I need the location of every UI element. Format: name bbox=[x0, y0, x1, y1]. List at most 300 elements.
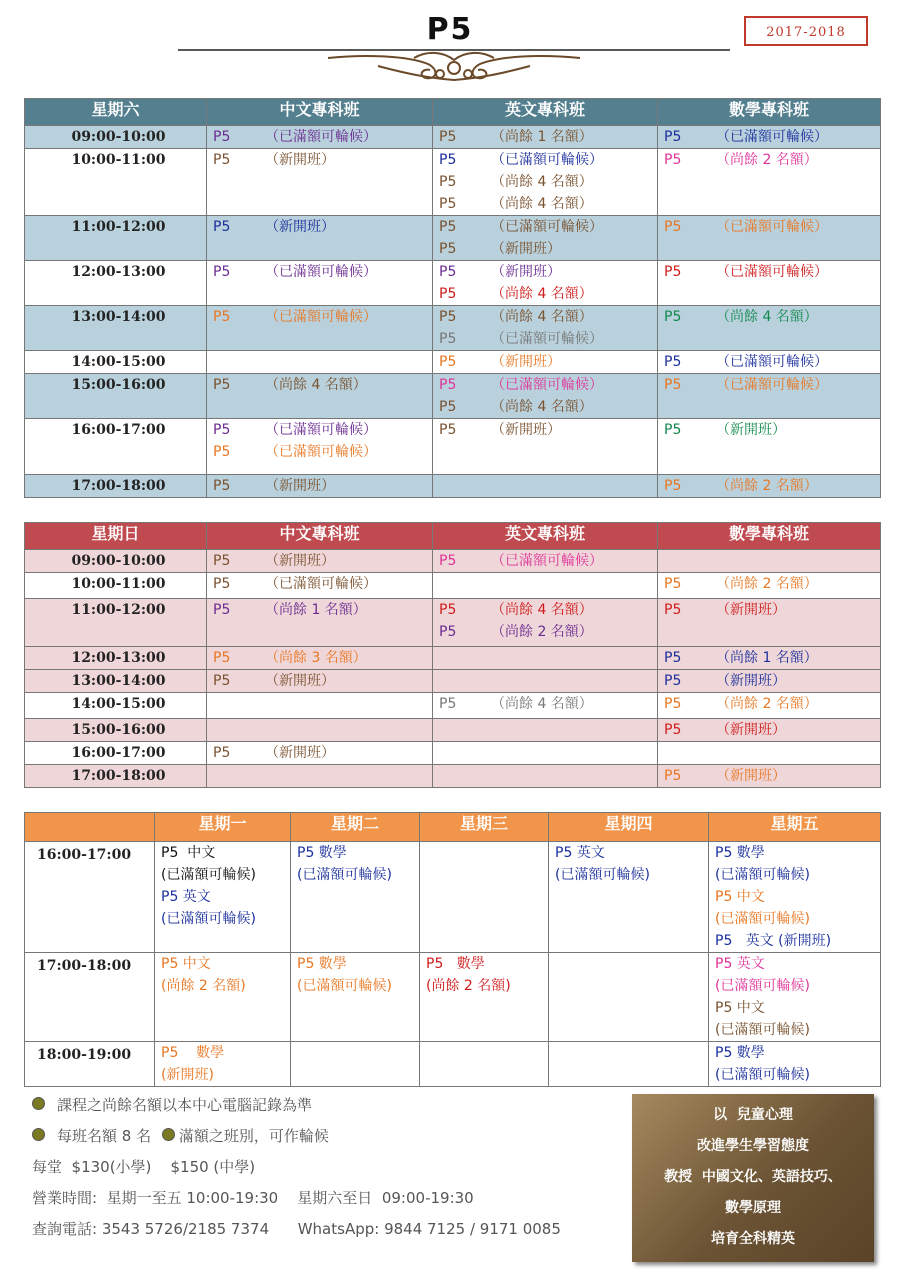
time-slot-cell: 13:00-14:00 bbox=[25, 306, 207, 351]
sunday-day-header: 星期日 bbox=[25, 523, 207, 550]
class-entry bbox=[439, 550, 657, 572]
class-status: （已滿額可輪候） bbox=[716, 219, 828, 235]
weekday-class-cell bbox=[549, 953, 709, 1042]
class-status: （已滿額可輪候） bbox=[716, 129, 828, 145]
time-slot-cell: 10:00-11:00 bbox=[25, 149, 207, 216]
chinese-class-cell bbox=[207, 765, 433, 788]
table-row bbox=[25, 842, 881, 953]
math-class-cell bbox=[658, 216, 881, 261]
saturday-day-header: 星期六 bbox=[25, 99, 207, 126]
class-entry-line: P5 數學 bbox=[297, 956, 347, 972]
class-status: （新開班） bbox=[491, 354, 561, 370]
class-status: （已滿額可輪候） bbox=[716, 264, 828, 280]
fee-text: 每堂 $130(小學) $150 (中學) bbox=[32, 1158, 256, 1176]
class-entry-line: (已滿額可輪候) bbox=[161, 867, 256, 883]
english-class-header: 英文專科班 bbox=[433, 99, 658, 126]
class-entry bbox=[439, 693, 657, 715]
table-row bbox=[25, 261, 881, 306]
class-level-code: P5 bbox=[664, 264, 682, 280]
table-row bbox=[25, 765, 881, 788]
english-class-cell bbox=[433, 261, 658, 306]
math-class-cell bbox=[658, 742, 881, 765]
table-row bbox=[25, 550, 881, 573]
class-status: （尚餘 2 名額） bbox=[491, 624, 593, 640]
class-level-code: P5 bbox=[439, 331, 457, 347]
time-slot-cell: 16:00-17:00 bbox=[25, 419, 207, 475]
class-status: （已滿額可輪候） bbox=[265, 309, 377, 325]
class-status: （尚餘 4 名額） bbox=[491, 602, 593, 618]
class-level-code: P5 bbox=[664, 602, 682, 618]
chinese-class-cell bbox=[207, 475, 433, 498]
weekday-class-cell bbox=[709, 1042, 881, 1087]
class-entry-line: (已滿額可輪候) bbox=[555, 867, 650, 883]
chinese-class-cell bbox=[207, 573, 433, 599]
class-entry bbox=[213, 216, 432, 238]
class-status: （已滿額可輪候） bbox=[265, 422, 377, 438]
class-level-code: P5 bbox=[664, 673, 682, 689]
motto-line: 以 兒童心理 bbox=[713, 1107, 793, 1123]
class-entry bbox=[439, 216, 657, 238]
class-entry bbox=[664, 419, 880, 441]
time-slot-cell: 15:00-16:00 bbox=[25, 719, 207, 742]
class-status: （尚餘 1 名額） bbox=[491, 129, 593, 145]
class-entry bbox=[213, 441, 432, 463]
class-status: （尚餘 1 名額） bbox=[265, 602, 367, 618]
class-level-code: P5 bbox=[213, 745, 231, 761]
table-row bbox=[25, 742, 881, 765]
class-status: （已滿額可輪候） bbox=[265, 444, 377, 460]
hours-text: 營業時間: 星期一至五 10:00-19:30 星期六至日 09:00-19:30 bbox=[32, 1189, 474, 1207]
class-status: （新開班） bbox=[265, 673, 335, 689]
class-level-code: P5 bbox=[213, 553, 231, 569]
class-entry-line: (已滿額可輪候) bbox=[297, 867, 392, 883]
class-status: （新開班） bbox=[265, 219, 335, 235]
table-row bbox=[25, 419, 881, 475]
weekday-class-cell bbox=[420, 1042, 549, 1087]
class-entry bbox=[439, 149, 657, 171]
class-entry bbox=[213, 475, 432, 497]
class-entry bbox=[439, 328, 657, 350]
ornament-divider-icon bbox=[178, 44, 730, 90]
time-slot-cell: 11:00-12:00 bbox=[25, 216, 207, 261]
english-class-cell bbox=[433, 351, 658, 374]
class-entry-line: P5 中文 bbox=[161, 845, 216, 861]
class-level-code: P5 bbox=[664, 219, 682, 235]
class-level-code: P5 bbox=[664, 696, 682, 712]
class-status: （尚餘 4 名額） bbox=[491, 174, 593, 190]
table-row bbox=[25, 599, 881, 647]
class-level-code: P5 bbox=[213, 422, 231, 438]
time-slot-cell: 17:00-18:00 bbox=[25, 765, 207, 788]
time-slot-cell: 11:00-12:00 bbox=[25, 599, 207, 647]
weekday-class-cell bbox=[709, 953, 881, 1042]
chinese-class-cell bbox=[207, 306, 433, 351]
class-entry-line: (已滿額可輪候) bbox=[715, 911, 810, 927]
saturday-schedule-table bbox=[24, 98, 881, 498]
table-row bbox=[25, 719, 881, 742]
math-class-cell bbox=[658, 599, 881, 647]
motto-line: 數學原理 bbox=[725, 1200, 781, 1216]
class-entry bbox=[664, 149, 880, 171]
class-level-code: P5 bbox=[213, 444, 231, 460]
english-class-cell bbox=[433, 306, 658, 351]
english-class-cell bbox=[433, 693, 658, 719]
class-status: （已滿額可輪候） bbox=[265, 264, 377, 280]
weekday-schedule-table bbox=[24, 812, 881, 1087]
english-class-cell bbox=[433, 765, 658, 788]
class-level-code: P5 bbox=[664, 576, 682, 592]
class-level-code: P5 bbox=[439, 399, 457, 415]
note-line bbox=[32, 1121, 561, 1152]
class-status: （尚餘 4 名額） bbox=[491, 399, 593, 415]
class-entry bbox=[664, 693, 880, 715]
table-row bbox=[25, 374, 881, 419]
table-row bbox=[25, 953, 881, 1042]
class-level-code: P5 bbox=[213, 129, 231, 145]
class-level-code: P5 bbox=[439, 696, 457, 712]
note-quota-text: 課程之尚餘名額以本中心電腦記錄為準 bbox=[57, 1096, 313, 1114]
time-slot-cell: 09:00-10:00 bbox=[25, 126, 207, 149]
math-class-cell bbox=[658, 149, 881, 216]
chinese-class-cell bbox=[207, 719, 433, 742]
class-entry bbox=[213, 126, 432, 148]
class-status: （已滿額可輪候） bbox=[491, 152, 603, 168]
motto-line: 改進學生學習態度 bbox=[697, 1138, 809, 1154]
class-level-code: P5 bbox=[664, 129, 682, 145]
class-entry-line: P5 中文 bbox=[715, 1000, 765, 1016]
english-class-cell bbox=[433, 742, 658, 765]
class-status: （已滿額可輪候） bbox=[716, 377, 828, 393]
class-status: （新開班） bbox=[716, 422, 786, 438]
math-class-cell bbox=[658, 719, 881, 742]
chinese-class-cell bbox=[207, 419, 433, 475]
table-row bbox=[25, 475, 881, 498]
weekday-class-cell bbox=[709, 842, 881, 953]
class-entry-line: P5 中文 bbox=[715, 889, 765, 905]
class-status: （新開班） bbox=[265, 478, 335, 494]
class-level-code: P5 bbox=[213, 576, 231, 592]
table-row bbox=[25, 351, 881, 374]
class-level-code: P5 bbox=[664, 422, 682, 438]
time-slot-cell: 14:00-15:00 bbox=[25, 351, 207, 374]
weekday-class-cell bbox=[155, 842, 291, 953]
class-entry bbox=[439, 621, 657, 643]
class-entry bbox=[664, 719, 880, 741]
friday-header: 星期五 bbox=[709, 813, 881, 842]
class-entry bbox=[439, 351, 657, 373]
class-status: （已滿額可輪候） bbox=[491, 219, 603, 235]
time-slot-cell: 16:00-17:00 bbox=[25, 842, 155, 953]
page-title: P5 bbox=[426, 12, 474, 47]
class-entry bbox=[213, 419, 432, 441]
table-row bbox=[25, 573, 881, 599]
class-entry-line: (尚餘 2 名額) bbox=[161, 978, 246, 994]
class-status: （已滿額可輪候） bbox=[491, 553, 603, 569]
class-entry bbox=[664, 216, 880, 238]
class-entry bbox=[439, 283, 657, 305]
wednesday-header: 星期三 bbox=[420, 813, 549, 842]
english-class-cell bbox=[433, 216, 658, 261]
class-status: （新開班） bbox=[716, 602, 786, 618]
class-level-code: P5 bbox=[439, 196, 457, 212]
math-class-cell bbox=[658, 573, 881, 599]
time-slot-cell: 14:00-15:00 bbox=[25, 693, 207, 719]
class-entry bbox=[664, 599, 880, 621]
class-level-code: P5 bbox=[213, 377, 231, 393]
time-slot-cell: 12:00-13:00 bbox=[25, 647, 207, 670]
class-entry bbox=[213, 550, 432, 572]
weekday-class-cell bbox=[549, 1042, 709, 1087]
class-status: （新開班） bbox=[716, 673, 786, 689]
time-slot-cell: 13:00-14:00 bbox=[25, 670, 207, 693]
class-status: （新開班） bbox=[265, 152, 335, 168]
class-entry bbox=[439, 419, 657, 441]
weekday-class-cell bbox=[155, 1042, 291, 1087]
weekday-class-cell bbox=[155, 953, 291, 1042]
class-level-code: P5 bbox=[439, 624, 457, 640]
table-row bbox=[25, 693, 881, 719]
class-entry-line: P5 中文 bbox=[161, 956, 211, 972]
weekday-class-cell bbox=[420, 953, 549, 1042]
class-level-code: P5 bbox=[213, 650, 231, 666]
class-entry-line: (新開班) bbox=[161, 1067, 214, 1083]
class-level-code: P5 bbox=[439, 286, 457, 302]
monday-header: 星期一 bbox=[155, 813, 291, 842]
class-level-code: P5 bbox=[213, 478, 231, 494]
class-level-code: P5 bbox=[439, 219, 457, 235]
class-status: （尚餘 3 名額） bbox=[265, 650, 367, 666]
class-level-code: P5 bbox=[439, 354, 457, 370]
time-slot-cell: 18:00-19:00 bbox=[25, 1042, 155, 1087]
thursday-header: 星期四 bbox=[549, 813, 709, 842]
weekday-class-cell bbox=[291, 1042, 420, 1087]
math-class-cell bbox=[658, 126, 881, 149]
class-status: （已滿額可輪候） bbox=[716, 354, 828, 370]
chinese-class-cell bbox=[207, 149, 433, 216]
class-entry bbox=[664, 670, 880, 692]
chinese-class-cell bbox=[207, 647, 433, 670]
class-level-code: P5 bbox=[439, 422, 457, 438]
table-row bbox=[25, 1042, 881, 1087]
math-class-cell bbox=[658, 550, 881, 573]
class-level-code: P5 bbox=[213, 264, 231, 280]
class-level-code: P5 bbox=[213, 673, 231, 689]
class-status: （尚餘 2 名額） bbox=[716, 696, 818, 712]
class-entry-line: P5 英文 bbox=[161, 889, 211, 905]
class-entry-line: (已滿額可輪候) bbox=[161, 911, 256, 927]
time-slot-cell: 17:00-18:00 bbox=[25, 953, 155, 1042]
table-row bbox=[25, 216, 881, 261]
class-entry bbox=[439, 396, 657, 418]
math-class-cell bbox=[658, 351, 881, 374]
english-class-cell bbox=[433, 573, 658, 599]
english-class-cell bbox=[433, 647, 658, 670]
class-entry bbox=[213, 573, 432, 595]
chinese-class-cell bbox=[207, 351, 433, 374]
class-status: （已滿額可輪候） bbox=[265, 576, 377, 592]
class-level-code: P5 bbox=[664, 354, 682, 370]
class-entry-line: P5 英文 bbox=[555, 845, 605, 861]
chinese-class-cell bbox=[207, 599, 433, 647]
class-level-code: P5 bbox=[664, 478, 682, 494]
chinese-class-header: 中文專科班 bbox=[207, 99, 433, 126]
class-level-code: P5 bbox=[439, 309, 457, 325]
class-status: （新開班） bbox=[265, 745, 335, 761]
class-entry-line: (尚餘 2 名額) bbox=[426, 978, 511, 994]
time-slot-cell: 15:00-16:00 bbox=[25, 374, 207, 419]
class-level-code: P5 bbox=[439, 602, 457, 618]
class-level-code: P5 bbox=[664, 309, 682, 325]
class-entry bbox=[439, 126, 657, 148]
class-entry-line: (已滿額可輪候) bbox=[715, 1067, 810, 1083]
class-level-code: P5 bbox=[439, 264, 457, 280]
math-class-cell bbox=[658, 670, 881, 693]
motto-box bbox=[632, 1094, 874, 1262]
math-class-cell bbox=[658, 419, 881, 475]
class-entry bbox=[439, 374, 657, 396]
class-status: （新開班） bbox=[491, 241, 561, 257]
class-level-code: P5 bbox=[664, 768, 682, 784]
bullet-icon bbox=[32, 1128, 45, 1141]
math-class-cell bbox=[658, 693, 881, 719]
class-status: （新開班） bbox=[491, 264, 561, 280]
class-entry bbox=[664, 374, 880, 396]
chinese-class-cell bbox=[207, 261, 433, 306]
class-entry bbox=[213, 742, 432, 764]
note-class-size-text: 每班名額 8 名 bbox=[57, 1127, 152, 1145]
class-level-code: P5 bbox=[439, 152, 457, 168]
class-entry bbox=[664, 765, 880, 787]
class-entry-line: P5 英文 bbox=[715, 956, 765, 972]
class-entry bbox=[213, 670, 432, 692]
math-class-cell bbox=[658, 374, 881, 419]
class-status: （新開班） bbox=[491, 422, 561, 438]
class-level-code: P5 bbox=[664, 722, 682, 738]
time-slot-cell: 10:00-11:00 bbox=[25, 573, 207, 599]
table-row bbox=[25, 647, 881, 670]
time-slot-cell: 09:00-10:00 bbox=[25, 550, 207, 573]
class-entry bbox=[213, 647, 432, 669]
sunday-schedule-table bbox=[24, 522, 881, 788]
class-entry bbox=[213, 599, 432, 621]
class-entry bbox=[439, 599, 657, 621]
class-level-code: P5 bbox=[213, 602, 231, 618]
math-class-header: 數學專科班 bbox=[658, 523, 881, 550]
class-entry bbox=[213, 374, 432, 396]
class-entry bbox=[664, 351, 880, 373]
weekday-corner-header bbox=[25, 813, 155, 842]
tuesday-header: 星期二 bbox=[291, 813, 420, 842]
class-status: （已滿額可輪候） bbox=[491, 331, 603, 347]
class-level-code: P5 bbox=[213, 152, 231, 168]
math-class-cell bbox=[658, 765, 881, 788]
chinese-class-cell bbox=[207, 550, 433, 573]
class-entry bbox=[439, 261, 657, 283]
english-class-cell bbox=[433, 670, 658, 693]
table-row bbox=[25, 126, 881, 149]
weekday-class-cell bbox=[291, 953, 420, 1042]
motto-line: 培育全科精英 bbox=[711, 1231, 795, 1247]
class-entry bbox=[213, 149, 432, 171]
class-status: （新開班） bbox=[716, 768, 786, 784]
notes-section bbox=[32, 1090, 561, 1245]
class-entry-line: (已滿額可輪候) bbox=[715, 1022, 810, 1038]
math-class-cell bbox=[658, 306, 881, 351]
class-status: （已滿額可輪候） bbox=[265, 129, 377, 145]
weekday-class-cell bbox=[420, 842, 549, 953]
class-level-code: P5 bbox=[213, 219, 231, 235]
class-entry bbox=[664, 647, 880, 669]
class-entry bbox=[439, 238, 657, 260]
class-level-code: P5 bbox=[439, 241, 457, 257]
math-class-cell bbox=[658, 647, 881, 670]
class-status: （尚餘 4 名額） bbox=[491, 286, 593, 302]
motto-line: 教授 中國文化、英語技巧、 bbox=[664, 1169, 842, 1185]
english-class-cell bbox=[433, 149, 658, 216]
english-class-cell bbox=[433, 550, 658, 573]
class-level-code: P5 bbox=[439, 553, 457, 569]
bullet-icon bbox=[32, 1097, 45, 1110]
class-entry bbox=[439, 193, 657, 215]
note-line bbox=[32, 1090, 561, 1121]
class-status: （尚餘 4 名額） bbox=[716, 309, 818, 325]
chinese-class-cell bbox=[207, 670, 433, 693]
class-level-code: P5 bbox=[664, 377, 682, 393]
english-class-cell bbox=[433, 419, 658, 475]
class-status: （尚餘 4 名額） bbox=[491, 696, 593, 712]
class-entry-line: P5 數學 bbox=[715, 1045, 765, 1061]
note-waitlist-text: 滿額之班別，可作輪候 bbox=[178, 1127, 329, 1145]
class-status: （尚餘 2 名額） bbox=[716, 478, 818, 494]
class-entry bbox=[664, 306, 880, 328]
chinese-class-cell bbox=[207, 126, 433, 149]
class-entry-line: P5 英文 (新開班) bbox=[715, 933, 832, 949]
class-entry-line: P5 數學 bbox=[297, 845, 347, 861]
class-entry-line: (已滿額可輪候) bbox=[297, 978, 392, 994]
class-status: （尚餘 4 名額） bbox=[491, 196, 593, 212]
english-class-cell bbox=[433, 374, 658, 419]
class-status: （尚餘 1 名額） bbox=[716, 650, 818, 666]
class-status: （新開班） bbox=[716, 722, 786, 738]
class-entry-line: P5 數學 bbox=[715, 845, 765, 861]
table-row bbox=[25, 149, 881, 216]
class-entry bbox=[664, 573, 880, 595]
class-entry bbox=[213, 306, 432, 328]
time-slot-cell: 17:00-18:00 bbox=[25, 475, 207, 498]
table-row bbox=[25, 670, 881, 693]
class-entry-line: (已滿額可輪候) bbox=[715, 978, 810, 994]
class-entry bbox=[664, 475, 880, 497]
chinese-class-cell bbox=[207, 374, 433, 419]
class-entry-line: (已滿額可輪候) bbox=[715, 867, 810, 883]
english-class-cell bbox=[433, 126, 658, 149]
class-status: （尚餘 4 名額） bbox=[491, 309, 593, 325]
bullet-icon bbox=[162, 1128, 175, 1141]
contact-text: 查詢電話: 3543 5726/2185 7374 WhatsApp: 9844 7125 / 9171 0085 bbox=[32, 1220, 561, 1238]
table-row bbox=[25, 306, 881, 351]
class-entry bbox=[664, 126, 880, 148]
class-status: （尚餘 2 名額） bbox=[716, 576, 818, 592]
class-status: （新開班） bbox=[265, 553, 335, 569]
english-class-cell bbox=[433, 475, 658, 498]
class-level-code: P5 bbox=[439, 174, 457, 190]
time-slot-cell: 16:00-17:00 bbox=[25, 742, 207, 765]
class-entry-line: P5 數學 bbox=[426, 956, 485, 972]
class-status: （已滿額可輪候） bbox=[491, 377, 603, 393]
year-badge: 2017-2018 bbox=[744, 16, 868, 46]
class-level-code: P5 bbox=[439, 129, 457, 145]
english-class-cell bbox=[433, 599, 658, 647]
